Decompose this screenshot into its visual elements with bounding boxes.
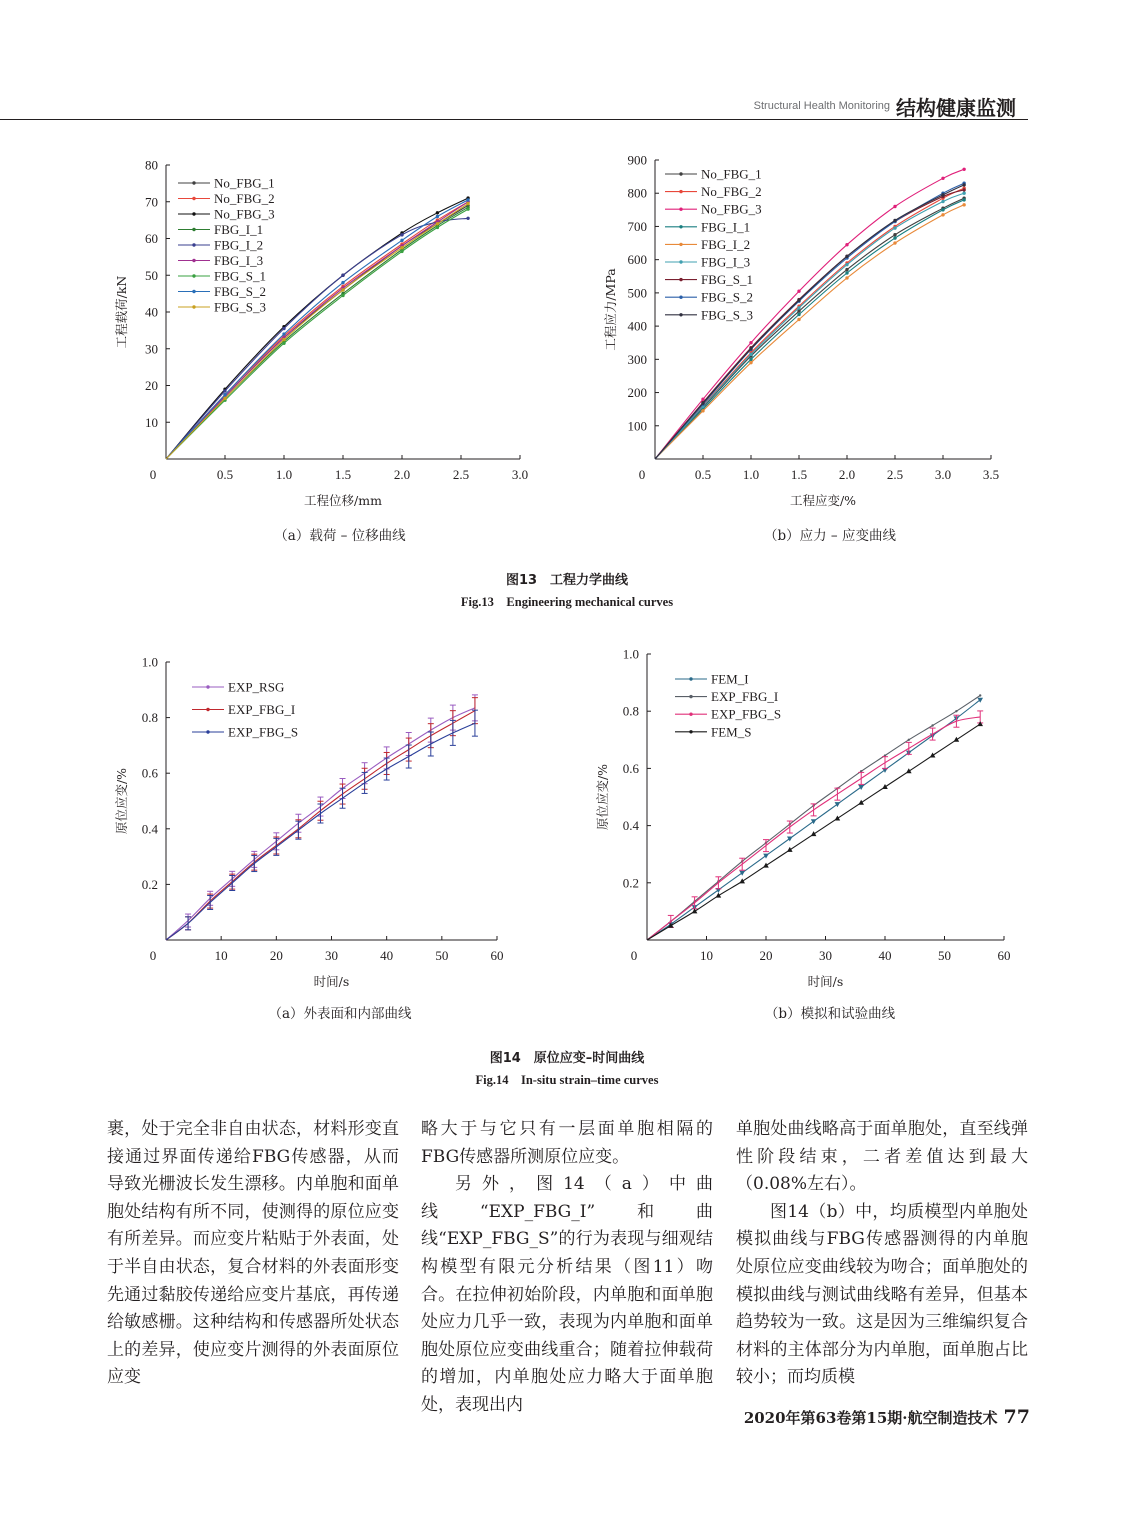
x-tick-label: 40	[380, 948, 394, 963]
data-point	[797, 313, 800, 316]
data-point	[797, 309, 800, 312]
y-tick-label: 0.2	[141, 876, 158, 892]
x-tick-label: 0	[630, 948, 638, 963]
data-point	[466, 198, 469, 201]
data-point	[977, 721, 983, 726]
legend-marker	[192, 228, 195, 231]
legend-marker	[192, 259, 195, 262]
data-point	[893, 219, 896, 222]
y-tick-label: 500	[627, 285, 647, 301]
legend-label: No_FBG_2	[214, 191, 275, 206]
y-tick-label: 0.2	[622, 875, 639, 891]
body-column-3	[736, 1116, 1028, 1392]
x-tick-label: 3.5	[982, 467, 1000, 482]
data-point	[341, 294, 344, 297]
data-point	[749, 347, 752, 350]
y-tick-label: 40	[145, 304, 158, 320]
series-line-fbg-s-3	[166, 204, 468, 459]
legend-marker	[192, 243, 195, 246]
data-point	[436, 226, 439, 229]
y-tick-label: 800	[627, 185, 647, 201]
y-tick-label: 600	[627, 252, 647, 268]
fig14b-subcaption: （b）模拟和试验曲线	[764, 1006, 896, 1022]
legend-marker	[679, 278, 682, 281]
data-point	[400, 246, 403, 249]
data-point	[466, 217, 469, 220]
x-tick-label: 60	[997, 948, 1011, 963]
x-tick-label: 1.5	[334, 467, 352, 482]
y-tick-label: 400	[627, 318, 647, 334]
body-paragraph: 裹，处于完全非自由状态，材料形变直接通过界面传递给FBG传感器，从而导致光栅波长发生漂移。内单胞和面单胞处结构有所不同，使测得的原位应变有所差异。而应变片粘贴于外表面，处于半自由状态，复合材料的外表面形变先通过黏胶传递给应变片基底，再传递给敏感栅。这种结构和传感器所处状态上的差异，使应变片测得的外表面原位应变	[107, 1119, 399, 1388]
legend-marker	[679, 208, 682, 211]
data-point	[908, 739, 910, 741]
data-point	[858, 800, 864, 805]
x-tick-label: 2.5	[452, 467, 470, 482]
x-tick-label: 3.0	[934, 467, 952, 482]
data-point	[749, 353, 752, 356]
x-tick-label: 10	[214, 948, 228, 963]
data-point	[962, 188, 965, 191]
data-point	[763, 854, 769, 859]
x-tick-label: 10	[700, 948, 713, 963]
data-point	[400, 233, 403, 236]
y-tick-label: 70	[145, 194, 158, 210]
legend-marker	[689, 730, 692, 733]
data-point	[811, 819, 817, 824]
legend-label: No_FBG_3	[214, 206, 275, 222]
legend-label: EXP_FBG_S	[228, 724, 299, 740]
y-tick-label: 1.0	[141, 654, 158, 670]
data-point	[797, 290, 800, 293]
body-column-2	[421, 1116, 713, 1420]
x-axis-label: 工程应变/%	[789, 493, 857, 508]
data-point	[400, 250, 403, 253]
data-point	[906, 742, 912, 754]
legend-marker	[192, 181, 195, 184]
y-tick-label: 900	[627, 152, 647, 168]
legend-marker	[679, 243, 682, 246]
legend-label: FBG_I_3	[701, 254, 751, 270]
legend-label: FBG_S_1	[701, 272, 754, 288]
data-point	[845, 276, 848, 279]
legend-label: FBG_I_2	[214, 237, 264, 253]
legend-marker	[689, 713, 692, 716]
data-point	[362, 772, 368, 793]
data-point	[282, 342, 285, 345]
header-rule	[0, 119, 1028, 120]
data-point	[941, 213, 944, 216]
legend-marker	[679, 225, 682, 228]
data-point	[941, 208, 944, 211]
data-point	[787, 836, 793, 841]
legend-marker	[679, 172, 682, 175]
y-tick-label: 80	[145, 157, 158, 173]
data-point	[223, 393, 226, 396]
y-tick-label: 300	[627, 351, 647, 367]
y-tick-label: 10	[145, 414, 158, 430]
data-point	[955, 710, 957, 712]
fig13a-subcaption: （a）载荷 – 位移曲线	[274, 528, 406, 544]
data-point	[739, 871, 745, 876]
x-tick-label: 20	[269, 948, 283, 963]
y-tick-label: 0.6	[622, 760, 639, 776]
legend-marker	[206, 685, 209, 688]
data-point	[466, 202, 469, 205]
legend-label: EXP_FBG_I	[228, 702, 296, 717]
y-tick-label: 30	[145, 341, 158, 357]
legend-label: FBG_S_2	[701, 289, 754, 305]
data-point	[858, 772, 864, 784]
legend-label: EXP_RSG	[228, 679, 285, 695]
y-tick-label: 0.4	[141, 821, 158, 837]
data-point	[845, 263, 848, 266]
data-point	[882, 784, 888, 789]
data-point	[223, 397, 226, 400]
series-line-fbg-i-3	[166, 202, 468, 459]
data-point	[893, 233, 896, 236]
data-point	[436, 222, 439, 225]
chart-fig13a	[100, 148, 540, 516]
series-line-fbg-i-1	[166, 207, 468, 459]
y-tick-label: 20	[145, 378, 158, 393]
data-point	[941, 193, 944, 196]
y-tick-label: 200	[627, 385, 647, 401]
y-tick-label: 60	[145, 231, 158, 246]
series-line-no-fbg-2	[166, 202, 468, 459]
data-point	[716, 893, 722, 898]
legend-label: No_FBG_2	[701, 184, 762, 200]
data-point	[811, 804, 817, 816]
x-tick-label: 30	[325, 948, 338, 963]
page-number: 77	[1003, 1406, 1030, 1428]
legend-marker	[192, 212, 195, 215]
x-tick-label: 3.0	[511, 467, 529, 482]
series-line-fbg-s-2	[166, 200, 468, 459]
y-axis-label: 原位应变/%	[595, 763, 610, 831]
data-point	[341, 274, 344, 277]
data-point	[962, 198, 965, 201]
data-point	[893, 236, 896, 239]
legend-marker	[679, 313, 682, 316]
x-tick-label: 0	[149, 467, 157, 482]
body-column-1	[107, 1116, 399, 1392]
data-point	[763, 863, 769, 868]
legend-label: FBG_I_1	[701, 219, 751, 235]
legend-label: FEM_S	[711, 724, 752, 740]
data-point	[962, 203, 965, 206]
data-point	[979, 694, 981, 696]
data-point	[436, 211, 439, 214]
body-paragraph: 略大于与它只有一层面单胞相隔的FBG传感器所测原位应变。	[421, 1119, 713, 1167]
data-point	[749, 358, 752, 361]
fig14b-svg	[585, 640, 1025, 994]
legend-label: EXP_FBG_I	[711, 689, 779, 705]
fig14-caption-cn: 图14 原位应变–时间曲线	[489, 1051, 645, 1066]
chart-fig13b	[585, 148, 1025, 516]
x-tick-label: 50	[938, 948, 951, 963]
x-axis-label: 工程位移/mm	[304, 493, 382, 508]
legend-label: FBG_S_3	[214, 299, 267, 315]
x-tick-label: 2.0	[838, 467, 856, 482]
data-point	[282, 332, 285, 335]
data-point	[400, 239, 403, 242]
series-line-fbg-s-1	[166, 206, 468, 459]
fig14-caption-en: Fig.14 In-situ strain–time curves	[475, 1073, 659, 1087]
y-axis-label: 原位应变/%	[114, 767, 129, 835]
x-tick-label: 30	[819, 948, 832, 963]
data-point	[845, 271, 848, 274]
legend-label: FEM_I	[711, 671, 749, 687]
data-point	[797, 318, 800, 321]
y-axis-label: 工程应力/MPa	[603, 268, 618, 351]
legend-marker	[192, 197, 195, 200]
legend-label: FBG_S_3	[701, 307, 754, 323]
legend-label: EXP_FBG_S	[711, 706, 782, 722]
x-tick-label: 2.5	[886, 467, 904, 482]
data-point	[223, 389, 226, 392]
body-paragraph: 另外，图14（a）中曲线“EXP_FBG_I”和曲线“EXP_FBG_S”的行为表现与细观结构模型有限元分析结果（图11）吻合。在拉伸初始阶段，内单胞和面单胞处应力几乎一致，表现为内单胞和面单胞处原位应变曲线重合；随着拉伸载荷的增加，内单胞处应力略大于面单胞处，表现出内	[421, 1174, 713, 1415]
x-tick-label: 1.5	[790, 467, 808, 482]
x-tick-label: 50	[435, 948, 449, 963]
data-point	[436, 215, 439, 218]
x-tick-label: 0.5	[694, 467, 712, 482]
fig13-caption-cn: 图13 工程力学曲线	[505, 573, 629, 588]
data-point	[941, 177, 944, 180]
fig14a-svg	[100, 648, 540, 994]
data-point	[811, 831, 817, 836]
legend-label: FBG_S_1	[214, 268, 267, 284]
data-point	[845, 243, 848, 246]
data-point	[749, 361, 752, 364]
fig13-caption-en: Fig.13 Engineering mechanical curves	[460, 595, 674, 609]
data-point	[282, 327, 285, 330]
legend-label: FBG_I_3	[214, 253, 264, 268]
data-point	[906, 768, 912, 773]
legend-label: No_FBG_3	[701, 201, 762, 217]
y-tick-label: 1.0	[622, 646, 639, 662]
data-point	[797, 306, 800, 309]
legend-marker	[192, 290, 195, 293]
data-point	[787, 847, 793, 852]
x-tick-label: 60	[490, 948, 504, 963]
x-tick-label: 40	[878, 948, 892, 963]
fig14a-subcaption: （a）外表面和内部曲线	[268, 1006, 412, 1022]
y-tick-label: 0.8	[141, 710, 158, 726]
data-point	[931, 724, 933, 726]
x-tick-label: 0	[638, 467, 646, 482]
legend-label: No_FBG_1	[701, 166, 762, 182]
body-paragraph: 单胞处曲线略高于面单胞处，直至线弹性阶段结束，二者差值达到最大（0.08%左右）。	[736, 1119, 1028, 1195]
data-point	[282, 338, 285, 341]
data-point	[893, 205, 896, 208]
data-point	[962, 183, 965, 186]
y-axis-label: 工程载荷/kN	[114, 275, 129, 349]
x-tick-label: 0	[149, 948, 157, 963]
fig13a-svg	[100, 148, 540, 516]
data-point	[797, 298, 800, 301]
legend-label: FBG_S_2	[214, 284, 267, 299]
x-axis-label: 时间/s	[807, 974, 844, 989]
y-tick-label: 100	[627, 418, 647, 434]
y-tick-label: 0.6	[141, 765, 158, 781]
fig13b-subcaption: （b）应力 – 应变曲线	[764, 528, 896, 544]
data-point	[882, 757, 888, 769]
data-point	[962, 192, 965, 195]
x-tick-label: 0.5	[216, 467, 234, 482]
data-point	[954, 737, 960, 742]
x-tick-label: 1.0	[742, 467, 760, 482]
data-point	[893, 241, 896, 244]
data-point	[466, 207, 469, 210]
legend-marker	[679, 260, 682, 263]
page-footer	[700, 1406, 1030, 1428]
y-tick-label: 0.8	[622, 703, 639, 719]
data-point	[749, 341, 752, 344]
data-point	[739, 878, 745, 883]
data-point	[845, 255, 848, 258]
legend-marker	[679, 190, 682, 193]
data-point	[835, 815, 841, 820]
data-point	[845, 268, 848, 271]
chart-fig14b	[585, 640, 1025, 994]
legend-marker	[206, 730, 209, 733]
body-paragraph: 图14（b）中，均质模型内单胞处模拟曲线与FBG传感器测得的内单胞处原位应变曲线较为吻合；面单胞处的模拟曲线与测试曲线略有差异，但基本趋势较为一致。这是因为三维编织复合材料的主体部分为内单胞，面单胞占比较小；而均质模	[736, 1201, 1028, 1388]
legend-marker	[192, 305, 195, 308]
chart-fig14a	[100, 648, 540, 994]
legend-marker	[689, 677, 692, 680]
data-point	[835, 802, 841, 807]
data-point	[893, 226, 896, 229]
legend-label: FBG_I_2	[701, 236, 751, 252]
legend-marker	[679, 296, 682, 299]
y-tick-label: 0.4	[622, 818, 639, 834]
legend-label: No_FBG_1	[214, 175, 275, 191]
data-point	[428, 732, 434, 756]
y-tick-label: 50	[145, 267, 158, 283]
series-line-no-fbg-1	[166, 205, 468, 459]
y-tick-label: 700	[627, 218, 647, 234]
data-point	[701, 409, 704, 412]
header-en: Structural Health Monitoring	[753, 100, 890, 112]
data-point	[858, 785, 864, 790]
legend-marker	[689, 695, 692, 698]
fig13b-svg	[585, 148, 1025, 516]
x-axis-label: 时间/s	[313, 974, 350, 989]
legend-marker	[192, 274, 195, 277]
legend-marker	[206, 708, 209, 711]
x-tick-label: 20	[759, 948, 773, 963]
data-point	[341, 288, 344, 291]
data-point	[701, 401, 704, 404]
data-point	[341, 281, 344, 284]
series-line-exp-fbg-s	[647, 717, 980, 940]
header-title: 结构健康监测	[896, 96, 1016, 120]
x-tick-label: 1.0	[275, 467, 293, 482]
data-point	[930, 753, 936, 758]
footer-issue: 2020年第63卷第15期·航空制造技术	[743, 1409, 998, 1427]
series-line-fbg-i-2	[166, 218, 468, 459]
legend-label: FBG_I_1	[214, 222, 264, 237]
x-tick-label: 2.0	[393, 467, 411, 482]
data-point	[941, 200, 944, 203]
data-point	[962, 168, 965, 171]
